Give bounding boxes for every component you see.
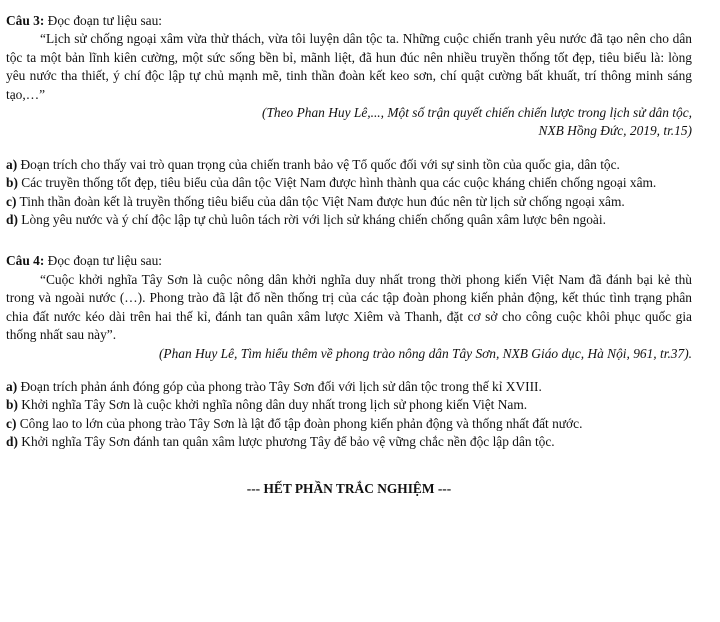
option-text: Tinh thần đoàn kết là truyền thống tiêu biểu của dân tộc Việt Nam được hun đúc nên từ lịch sử chống ngoại xâm. bbox=[16, 193, 625, 209]
question-3-source-line-2: NXB Hồng Đức, 2019, tr.15) bbox=[538, 123, 692, 139]
end-of-section-marker: --- HẾT PHẦN TRẮC NGHIỆM --- bbox=[246, 480, 452, 496]
question-3-option-a bbox=[6, 156, 692, 174]
question-3-quote: “Lịch sử chống ngoại xâm vừa thử thách, vừa tôi luyện dân tộc ta. Những cuộc chiến tranh yêu nước đã tạo nên cho dân tộc ta một bản lĩnh kiên cường, một sức sống bền bỉ, mãnh liệt, đã hun đúc nên nhiều truyền thống tốt đẹp, tiêu biểu là: lòng yêu nước tha thiết, ý chí độc lập tự chủ mạnh mẽ, tinh thần đoàn kết keo sơn, chí quật cường bất khuất, trí thông minh sáng tạo,…” bbox=[6, 31, 692, 102]
option-key: c) bbox=[6, 415, 17, 431]
question-3-heading bbox=[6, 12, 692, 30]
question-3-source-line-1: (Theo Phan Huy Lê,..., Một số trận quyết chiến chiến lược trong lịch sử dân tộc, bbox=[262, 105, 692, 121]
option-text: Các truyền thống tốt đẹp, tiêu biểu của dân tộc Việt Nam được hình thành qua các cuộc kháng chiến chống ngoại xâm. bbox=[17, 175, 657, 191]
option-key: d) bbox=[6, 212, 18, 228]
option-text: Công lao to lớn của phong trào Tây Sơn là lật đổ tập đoàn phong kiến phản động và thống nhất đất nước. bbox=[16, 415, 583, 431]
question-3-options bbox=[6, 156, 692, 230]
option-key: b) bbox=[6, 175, 18, 191]
option-key: d) bbox=[6, 434, 18, 450]
question-4 bbox=[6, 252, 692, 451]
option-key: b) bbox=[6, 397, 18, 413]
question-4-option-a bbox=[6, 378, 692, 396]
question-4-option-c bbox=[6, 415, 692, 433]
option-key: c) bbox=[6, 193, 17, 209]
question-3-intro: Đọc đoạn tư liệu sau: bbox=[44, 13, 163, 28]
option-text: Đoạn trích cho thấy vai trò quan trọng của chiến tranh bảo vệ Tổ quốc đối với sự sinh tồn của quốc gia, dân tộc. bbox=[17, 156, 620, 172]
question-4-option-b bbox=[6, 396, 692, 414]
option-text: Khởi nghĩa Tây Sơn đánh tan quân xâm lược phương Tây để bảo vệ vững chắc nền độc lập dân tộc. bbox=[17, 434, 555, 450]
question-3 bbox=[6, 12, 692, 229]
option-text: Khởi nghĩa Tây Sơn là cuộc khởi nghĩa nông dân duy nhất trong lịch sử phong kiến Việt Nam. bbox=[17, 397, 528, 413]
option-text: Lòng yêu nước và ý chí độc lập tự chủ luôn tách rời với lịch sử kháng chiến chống quân xâm lược bên ngoài. bbox=[17, 212, 606, 228]
question-3-option-b bbox=[6, 174, 692, 192]
question-4-quote: “Cuộc khởi nghĩa Tây Sơn là cuộc nông dân khởi nghĩa duy nhất trong thời phong kiến Việt Nam đã đánh bại kẻ thù trong và ngoài nước (…). Phong trào đã lật đổ nền thống trị của các tập đoàn phong kiến phản động, kết thúc tình trạng phân chia đất nước kéo dài trên hai thế kỉ, đánh tan quân xâm lược Xiêm và Thanh, đặt cơ sở cho công cuộc khôi phục quốc gia thống nhất sau này”. bbox=[6, 271, 692, 343]
document-page bbox=[6, 0, 692, 511]
question-3-option-d bbox=[6, 211, 692, 229]
question-4-source: (Phan Huy Lê, Tìm hiểu thêm về phong trào nông dân Tây Sơn, NXB Giáo dục, Hà Nội, 961, tr.37). bbox=[158, 345, 692, 361]
option-text: Đoạn trích phản ánh đóng góp của phong trào Tây Sơn đối với lịch sử dân tộc trong thế kỉ XVIII. bbox=[17, 378, 542, 394]
question-4-label: Câu 4: bbox=[6, 253, 45, 269]
question-3-label: Câu 3: bbox=[6, 13, 45, 28]
option-key: a) bbox=[6, 156, 18, 172]
question-3-option-c bbox=[6, 193, 692, 211]
question-4-options bbox=[6, 378, 692, 452]
question-4-intro: Đọc đoạn tư liệu sau: bbox=[44, 253, 163, 269]
question-4-heading bbox=[6, 252, 692, 270]
question-4-option-d bbox=[6, 433, 692, 451]
option-key: a) bbox=[6, 378, 18, 394]
